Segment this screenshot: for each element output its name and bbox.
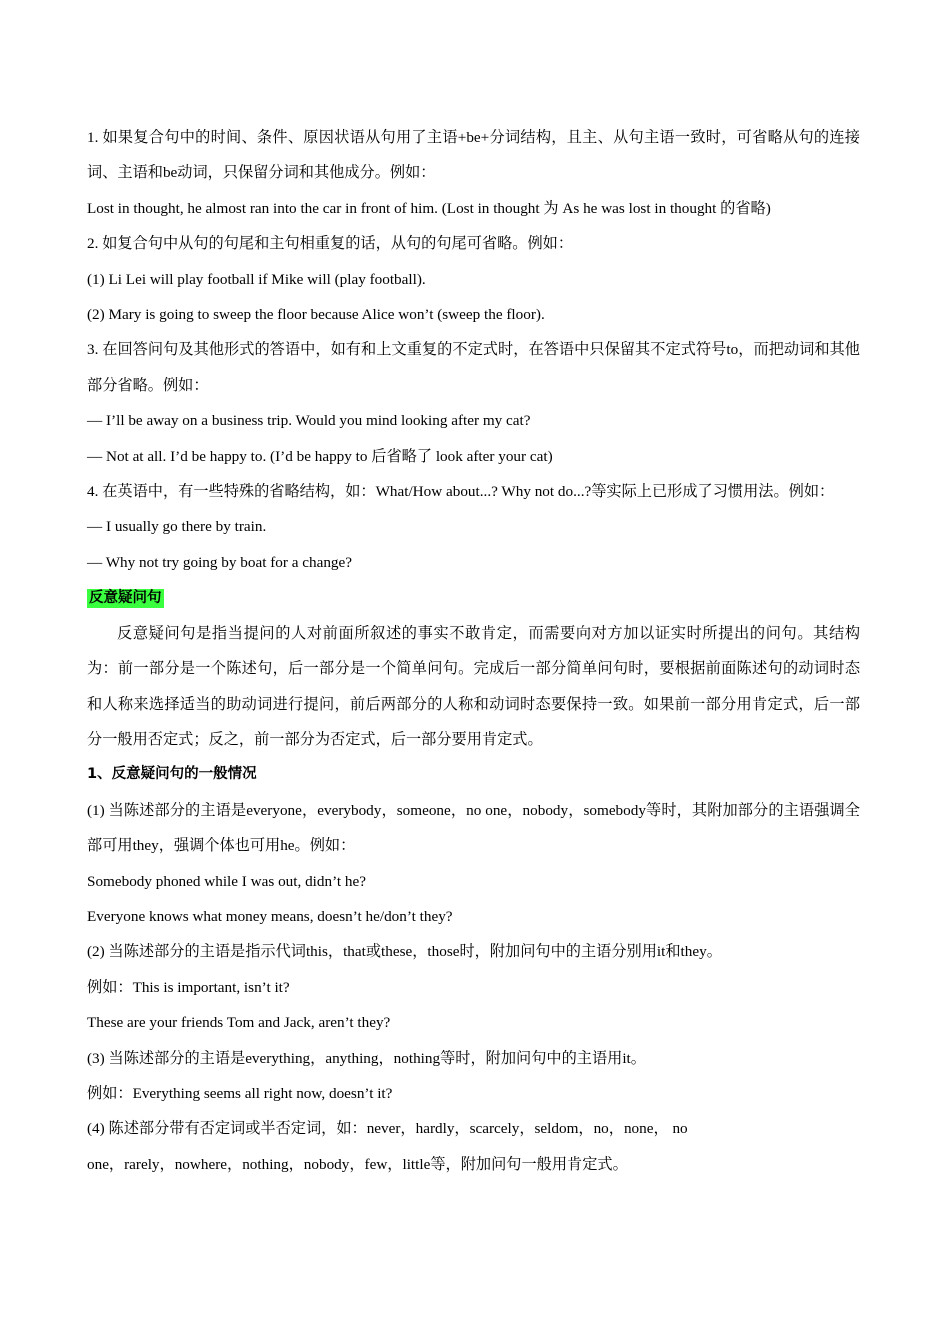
example-line: These are your friends Tom and Jack, aren’t they? xyxy=(87,1014,391,1032)
example-line: Somebody phoned while I was out, didn’t he? xyxy=(87,872,366,890)
example-line: (2) Mary is going to sweep the floor because Alice won’t (sweep the floor). xyxy=(87,306,545,324)
rule-line: (2) 当陈述部分的主语是指示代词this，that或these，those时，附加问句中的主语分别用it和they。 xyxy=(87,943,722,961)
dialogue-line: — I usually go there by train. xyxy=(87,518,267,536)
example-line: Lost in thought, he almost ran into the car in front of him. (Lost in thought 为 As he was lost in thought 的省略) xyxy=(87,199,771,217)
rule-line: one，rarely，nowhere，nothing，nobody，few，little等，附加问句一般用肯定式。 xyxy=(87,1155,628,1173)
subsection-heading: 1、反意疑问句的一般情况 xyxy=(87,766,257,783)
paragraph-rule-1: 1. 如果复合句中的时间、条件、原因状语从句用了主语+be+分词结构，且主、从句主语一致时，可省略从句的连接词、主语和be动词，只保留分词和其他成分。例如： xyxy=(87,129,860,182)
dialogue-line: — I’ll be away on a business trip. Would you mind looking after my cat? xyxy=(87,412,531,430)
paragraph-rule-4: 4. 在英语中，有一些特殊的省略结构，如：What/How about...? Why not do...?等实际上已形成了习惯用法。例如： xyxy=(87,483,835,501)
paragraph-rule-2: 2. 如复合句中从句的句尾和主句相重复的话，从句的句尾可省略。例如： xyxy=(87,235,573,253)
dialogue-line: — Not at all. I’d be happy to. (I’d be happy to 后省略了 look after your cat) xyxy=(87,447,553,465)
rule-line: (4) 陈述部分带有否定词或半否定词，如：never，hardly，scarcely，seldom，no，none， no xyxy=(87,1120,688,1138)
example-line: 例如：Everything seems all right now, doesn’t it? xyxy=(87,1084,393,1102)
highlighted-heading: 反意疑问句 xyxy=(89,590,162,607)
rule-line: (3) 当陈述部分的主语是everything，anything，nothing等时，附加问句中的主语用it。 xyxy=(87,1049,646,1067)
dialogue-line: — Why not try going by boat for a change? xyxy=(87,553,353,571)
example-line: 例如：This is important, isn’t it? xyxy=(87,978,290,996)
document-body xyxy=(87,120,860,1182)
rule-paragraph: (1) 当陈述部分的主语是everyone，everybody，someone，no one，nobody，somebody等时，其附加部分的主语强调全部可用they，强调个体也可用he。例如： xyxy=(87,801,860,855)
section-heading xyxy=(87,580,860,615)
paragraph-rule-3: 3. 在回答问句及其他形式的答语中，如有和上文重复的不定式时，在答语中只保留其不定式符号to，而把动词和其他部分省略。例如： xyxy=(87,341,860,394)
example-line: Everyone knows what money means, doesn’t he/don’t they? xyxy=(87,907,453,925)
example-line: (1) Li Lei will play football if Mike will (play football). xyxy=(87,270,426,288)
section-intro-paragraph: 反意疑问句是指当提问的人对前面所叙述的事实不敢肯定，而需要向对方加以证实时所提出的问句。其结构为：前一部分是一个陈述句，后一部分是一个简单问句。完成后一部分简单问句时，要根据前面陈述句的动词时态和人称来选择适当的助动词进行提问，前后两部分的人称和动词时态要保持一致。如果前一部分用肯定式，后一部分一般用否定式；反之，前一部分为否定式，后一部分要用肯定式。 xyxy=(87,624,860,748)
